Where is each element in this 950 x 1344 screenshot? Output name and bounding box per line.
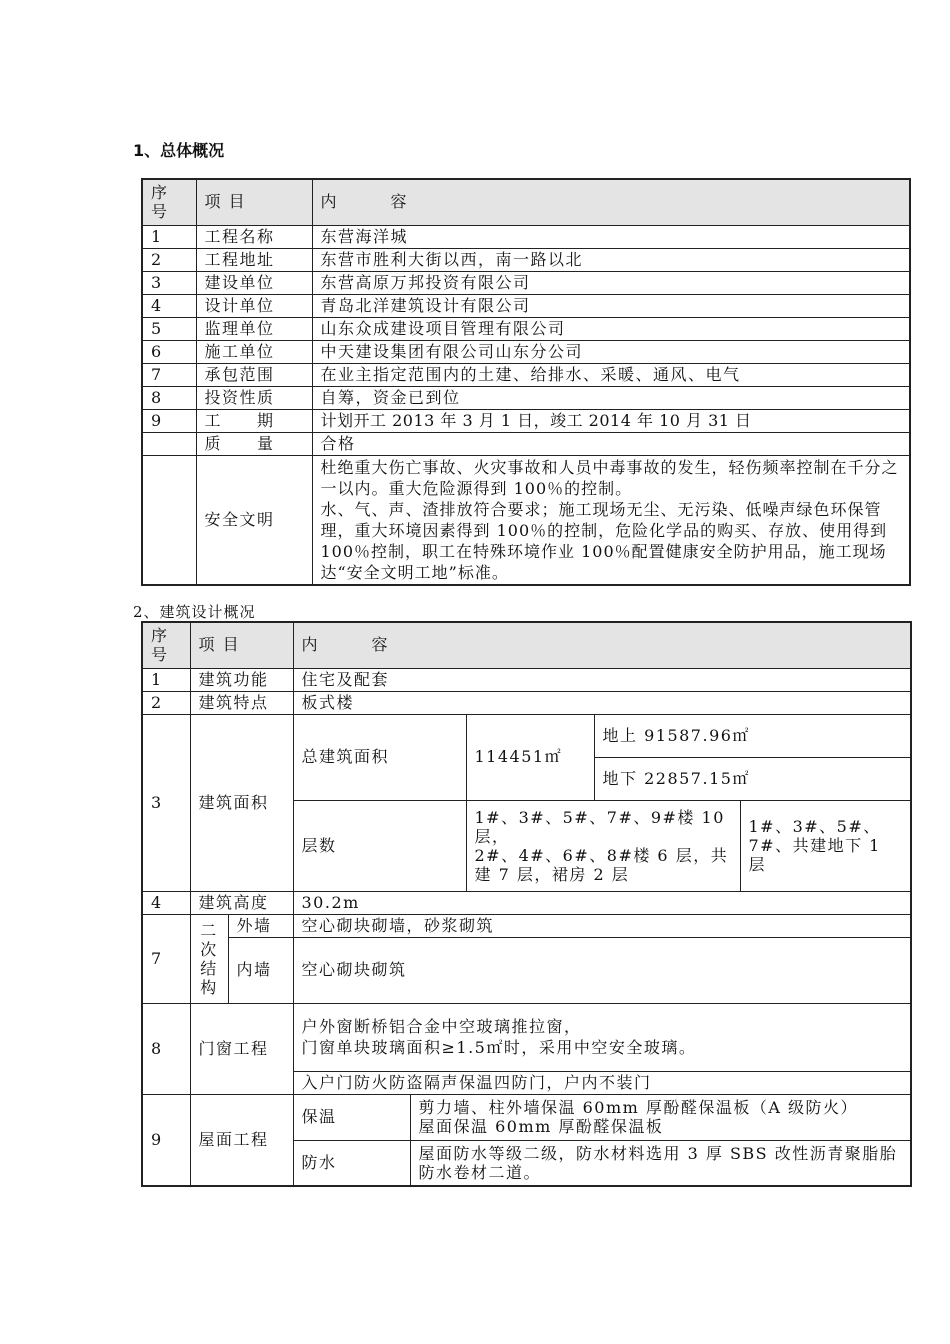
row-no: 3	[142, 271, 196, 294]
row-item: 建筑特点	[190, 691, 293, 714]
inner-wall-label: 内墙	[228, 937, 293, 1003]
header-item: 项 目	[196, 179, 312, 225]
header-no: 序 号	[142, 179, 196, 225]
section2-title: 2、建筑设计概况	[133, 603, 256, 621]
header-content: 内 容	[293, 622, 911, 668]
row-content: 30.2m	[293, 891, 911, 914]
row-item: 监理单位	[196, 317, 312, 340]
waterproof-label: 防水	[293, 1140, 410, 1186]
table-row	[142, 225, 910, 248]
row-item: 建设单位	[196, 271, 312, 294]
row-no: 2	[142, 691, 190, 714]
row-item: 屋面工程	[190, 1094, 293, 1186]
total-area-value: 114451㎡	[466, 714, 594, 800]
waterproof-content: 屋面防水等级二级，防水材料选用 3 厚 SBS 改性沥青聚脂胎防水卷材二道。	[410, 1140, 911, 1186]
outer-wall-content: 空心砌块砌墙，砂浆砌筑	[293, 914, 911, 937]
inner-wall-content: 空心砌块砌筑	[293, 937, 911, 1003]
table-row	[142, 271, 910, 294]
row-no: 7	[142, 363, 196, 386]
row-no: 6	[142, 340, 196, 363]
row-no: 4	[142, 891, 190, 914]
table-row	[142, 409, 910, 432]
row-content: 住宅及配套	[293, 668, 911, 691]
row-item: 投资性质	[196, 386, 312, 409]
header-no: 序 号	[142, 622, 190, 668]
table-row	[142, 386, 910, 409]
row-content: 杜绝重大伤亡事故、火灾事故和人员中毒事故的发生，轻伤频率控制在千分之一以内。重大危险源得到 100％的控制。 水、气、声、渣排放符合要求；施工现场无尘、无污染、低噪声绿色环保管理，重大环境因素得到 100％的控制，危险化学品的购买、存放、使用得到 100％控制，职工在特殊环境作业 100％配置健康安全防护用品，施工现场达“安全文明工地”标准。	[312, 455, 910, 585]
row-no: 5	[142, 317, 196, 340]
below-ground-area: 地下 22857.15㎡	[594, 757, 911, 800]
row-no: 8	[142, 1003, 190, 1094]
table-row-safety	[142, 455, 910, 585]
door-content: 入户门防火防盗隔声保温四防门，户内不装门	[293, 1071, 911, 1094]
table-row	[142, 714, 911, 757]
row-no	[142, 455, 196, 585]
floors-label: 层数	[293, 800, 466, 891]
row-content: 东营海洋城	[312, 225, 910, 248]
window-content: 户外窗断桥铝合金中空玻璃推拉窗， 门窗单块玻璃面积≥1.5㎡时，采用中空安全玻璃。	[293, 1003, 911, 1071]
outer-wall-label: 外墙	[228, 914, 293, 937]
row-no: 1	[142, 668, 190, 691]
above-ground-area: 地上 91587.96㎡	[594, 714, 911, 757]
row-content: 东营市胜利大街以西，南一路以北	[312, 248, 910, 271]
table-row	[142, 1094, 911, 1140]
row-content: 山东众成建设项目管理有限公司	[312, 317, 910, 340]
row-content: 自筹，资金已到位	[312, 386, 910, 409]
row-content: 板式楼	[293, 691, 911, 714]
floors-above: 1#、3#、5#、7#、9#楼 10 层， 2#、4#、6#、8#楼 6 层，共建 7 层，裙房 2 层	[466, 800, 740, 891]
table-header	[142, 179, 910, 225]
row-no: 9	[142, 1094, 190, 1186]
row-content: 东营高原万邦投资有限公司	[312, 271, 910, 294]
row-content: 青岛北洋建筑设计有限公司	[312, 294, 910, 317]
row-content: 中天建设集团有限公司山东分公司	[312, 340, 910, 363]
row-item: 二 次 结 构	[190, 914, 228, 1003]
insulation-label: 保温	[293, 1094, 410, 1140]
table-row	[142, 937, 911, 1003]
row-item: 工 期	[196, 409, 312, 432]
header-item: 项 目	[190, 622, 293, 668]
row-item: 建筑功能	[190, 668, 293, 691]
row-item: 工程名称	[196, 225, 312, 248]
row-content: 在业主指定范围内的土建、给排水、采暖、通风、电气	[312, 363, 910, 386]
row-item: 质 量	[196, 432, 312, 455]
table-row	[142, 914, 911, 937]
row-item: 施工单位	[196, 340, 312, 363]
row-no: 9	[142, 409, 196, 432]
table-header	[142, 622, 911, 668]
row-item: 承包范围	[196, 363, 312, 386]
row-item: 建筑面积	[190, 714, 293, 891]
section1-title: 1、总体概况	[133, 141, 225, 160]
table-row	[142, 1003, 911, 1071]
table-row	[142, 294, 910, 317]
table-row	[142, 248, 910, 271]
row-content: 计划开工 2013 年 3 月 1 日，竣工 2014 年 10 月 31 日	[312, 409, 910, 432]
row-item: 安全文明	[196, 455, 312, 585]
row-no: 7	[142, 914, 190, 1003]
row-item: 建筑高度	[190, 891, 293, 914]
row-no: 4	[142, 294, 196, 317]
insulation-content: 剪力墙、柱外墙保温 60mm 厚酚醛保温板（A 级防火） 屋面保温 60mm 厚酚醛保温板	[410, 1094, 911, 1140]
row-no	[142, 432, 196, 455]
total-area-label: 总建筑面积	[293, 714, 466, 800]
header-content: 内 容	[312, 179, 910, 225]
row-no: 8	[142, 386, 196, 409]
table-row	[142, 691, 911, 714]
table-row	[142, 668, 911, 691]
row-item: 工程地址	[196, 248, 312, 271]
overview-table	[141, 178, 911, 586]
row-no: 2	[142, 248, 196, 271]
row-no: 3	[142, 714, 190, 891]
design-table	[141, 621, 912, 1187]
table-row	[142, 891, 911, 914]
table-row	[142, 317, 910, 340]
row-content: 合格	[312, 432, 910, 455]
floors-below: 1#、3#、5#、7#、共建地下 1 层	[740, 800, 911, 891]
table-row	[142, 340, 910, 363]
table-row	[142, 363, 910, 386]
table-row	[142, 432, 910, 455]
row-item: 门窗工程	[190, 1003, 293, 1094]
row-item: 设计单位	[196, 294, 312, 317]
row-no: 1	[142, 225, 196, 248]
